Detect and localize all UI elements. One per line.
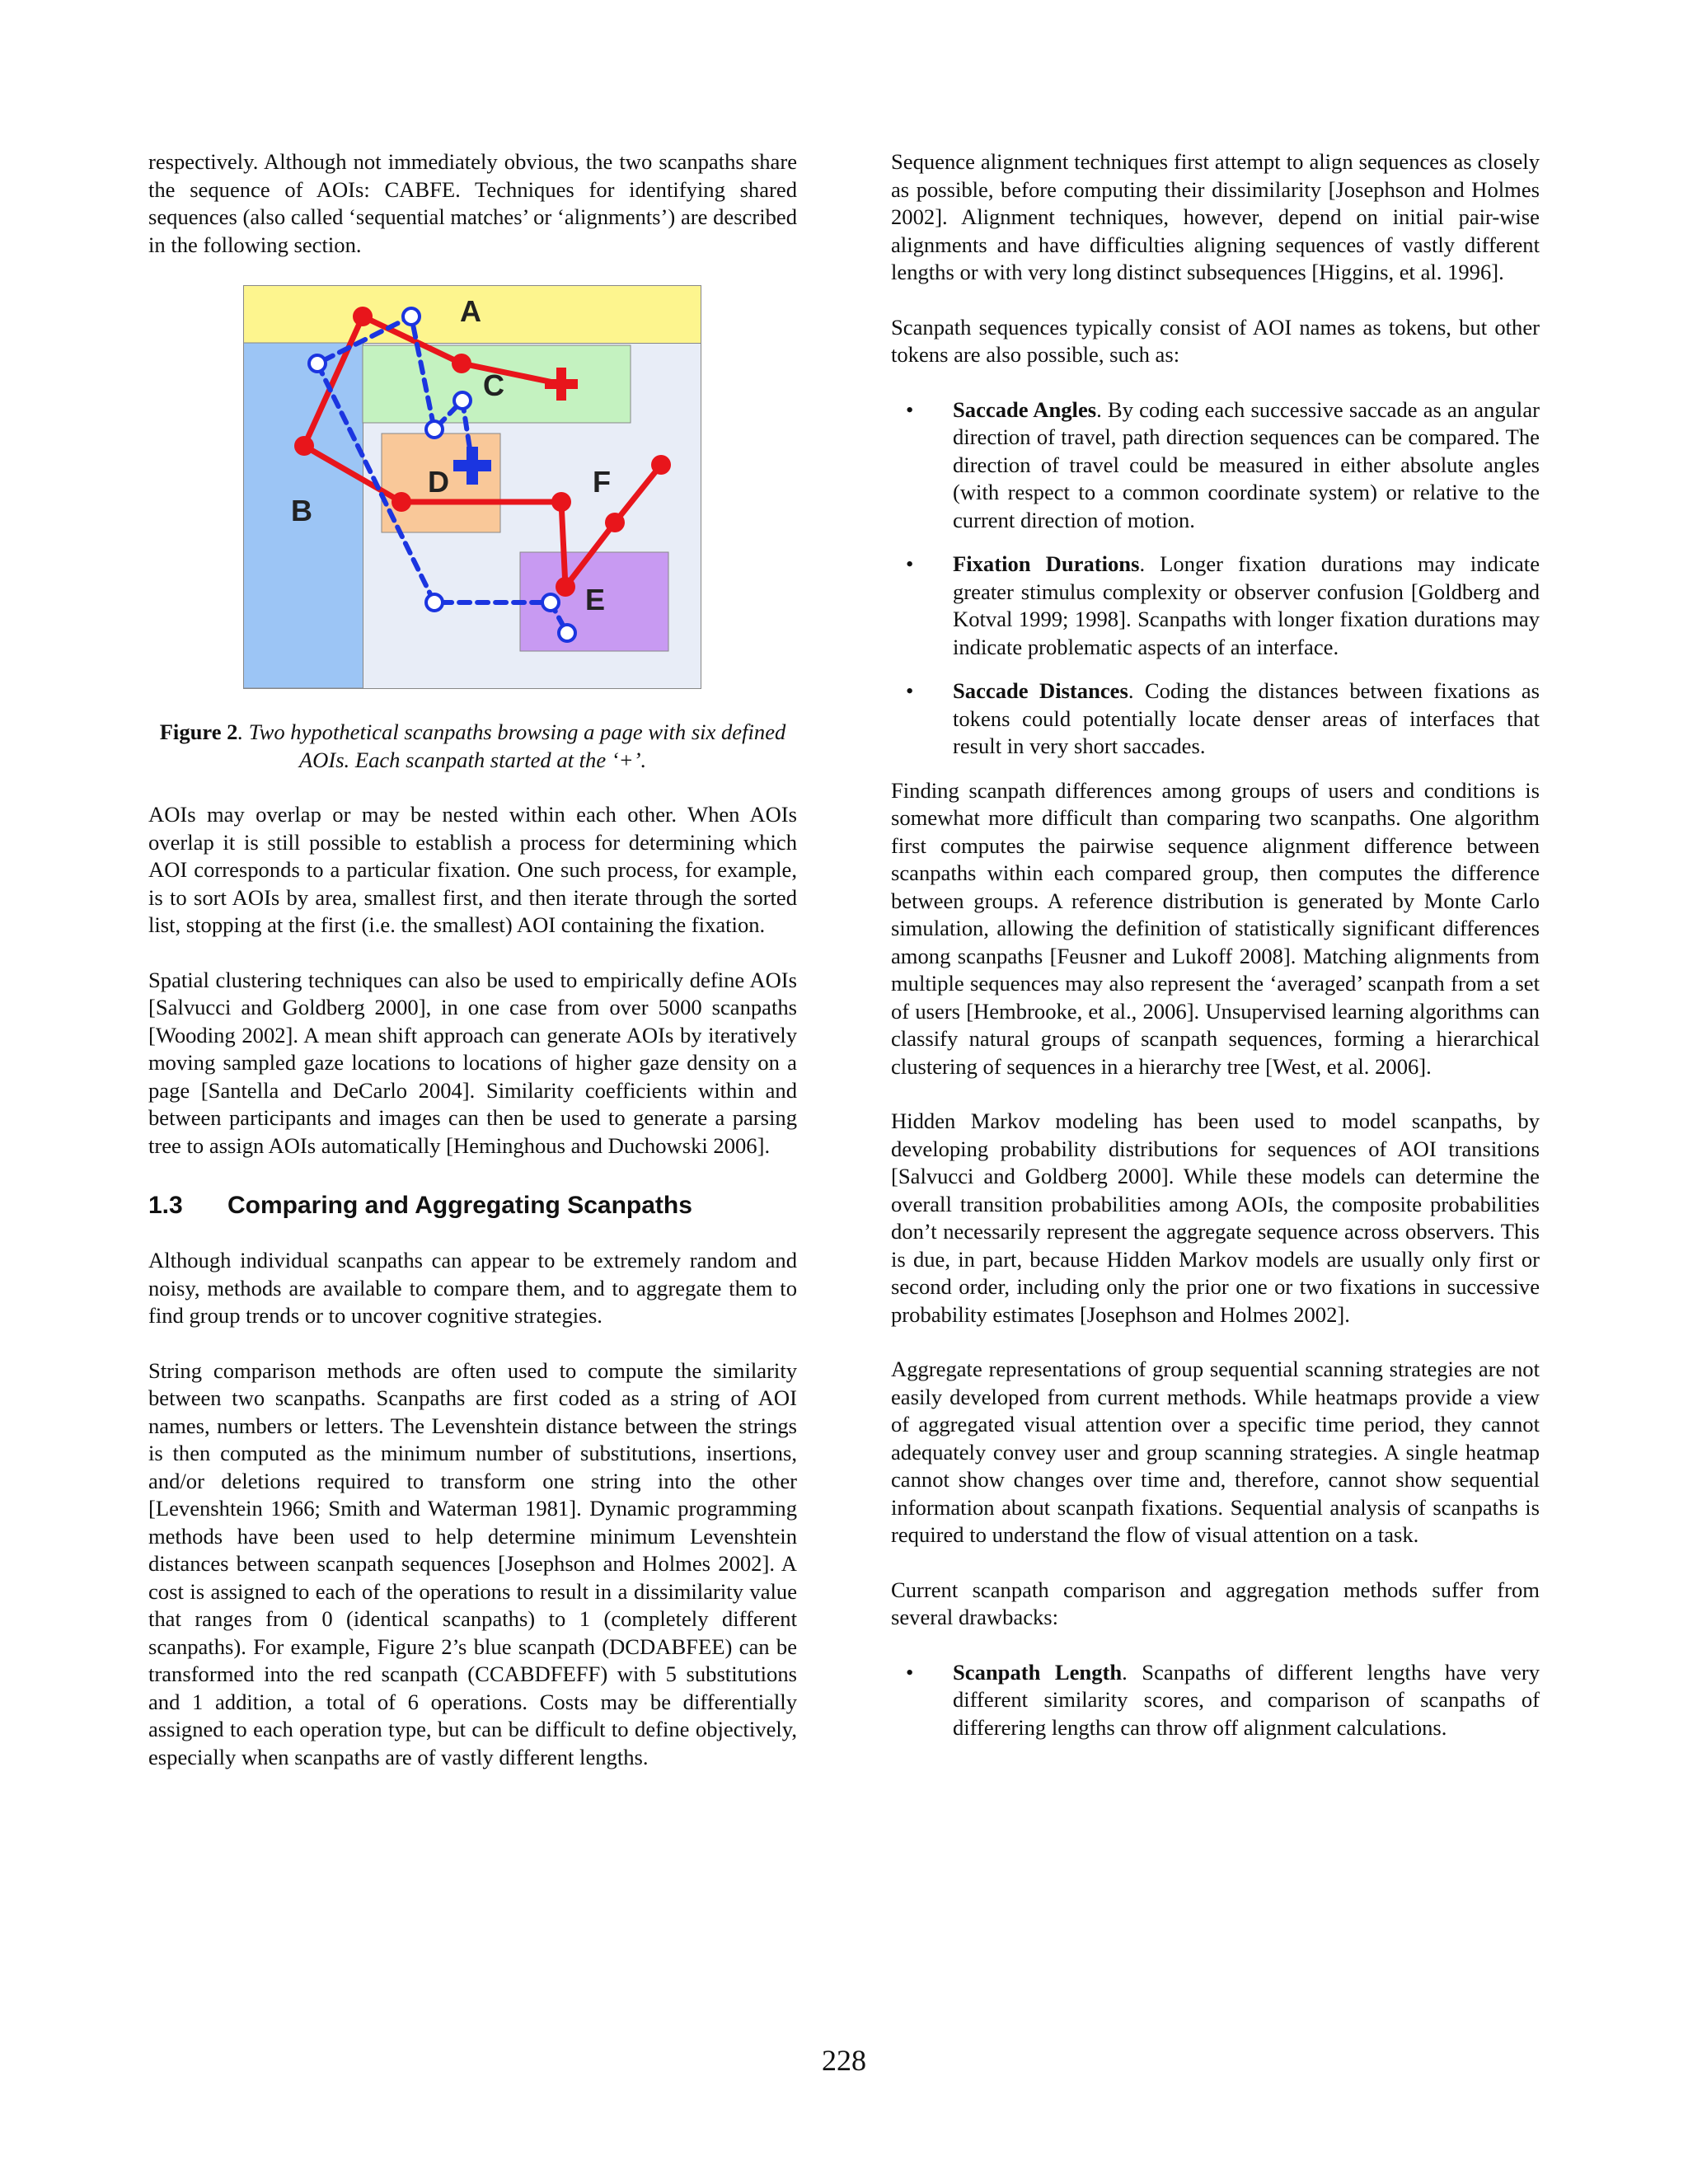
- paragraph: Sequence alignment techniques first attempt to align sequences as closely as possible, before computing their dissimilarity [Josephson and Holmes 2002]. Alignment techniques, however, depend on initial pair-wise alignments and have difficulties aligning sequences of vastly different lengths or with very long distinct subsequences [Higgins, et al. 1996].: [891, 149, 1540, 284]
- bullet-text: . Longer fixation durations may indicate greater stimulus complexity or observer confusion [Goldberg and Kotval 1999; 1998]. Scanpaths with longer fixation durations may indicate problematic aspects of an interface.: [953, 551, 1540, 659]
- red-fixation: [452, 354, 471, 373]
- scanpath-diagram: [243, 285, 701, 689]
- paragraph: String comparison methods are often used to compute the similarity between two scanpaths. Scanpaths are first coded as a string of AOI names, numbers or letters. The Levenshtein distance between the strings is then computed as the minimum number of substitutions, insertions, and/or deletions required to transform one string into the other [Levenshtein 1966; Smith and Waterman 1981]. Dynamic programming methods have been used to help determine minimum Levenshtein distances between scanpath sequences [Josephson and Holmes 2002]. A cost is assigned to each of the operations to result in a dissimilarity value that ranges from 0 (identical scanpaths) to 1 (completely different scanpaths). For example, Figure 2’s blue scanpath (DCDABFEE) can be transformed into the red scanpath (CCABDFEFF) with 5 substitutions and 1 addition, a total of 6 operations. Costs may be differentially assigned to each operation type, but can be difficult to define objectively, especially when scanpaths are of vastly different lengths.: [148, 1357, 797, 1769]
- red-fixation: [392, 492, 411, 512]
- left-column: [148, 148, 797, 1771]
- paragraph: Finding scanpath differences among groups of users and conditions is somewhat more difficult than comparing two scanpaths. One algorithm first computes the pairwise sequence alignment difference between scanpaths within each compared group, then computes the difference between groups. A reference distribution is generated by Monte Carlo simulation, allowing the definition of statistically significant differences among scanpaths [Feusner and Lukoff 2008]. Matching alignments from multiple sequences may also represent the ‘averaged’ scanpath from a set of users [Hembrooke, et al., 2006]. Unsupervised learning algorithms can classify natural groups of scanpath sequences, forming a hierarchical clustering of sequences in a hierarchy tree [West, et al. 2006].: [891, 777, 1540, 1079]
- aoi-label-a: A: [460, 294, 481, 328]
- bullet-item: [891, 396, 1540, 535]
- caption-label: Figure 2: [159, 719, 238, 744]
- section-title: Comparing and Aggregating Scanpaths: [227, 1192, 692, 1219]
- blue-fixation: [454, 392, 471, 409]
- aoi-label-c: C: [483, 368, 504, 402]
- bullet-item: [891, 551, 1540, 661]
- paragraph: Current scanpath comparison and aggregation methods suffer from several drawbacks:: [891, 1577, 1540, 1629]
- aoi-label-d: D: [428, 465, 449, 499]
- blue-fixation: [559, 625, 575, 641]
- figure-caption: [148, 719, 797, 774]
- paragraph: Hidden Markov modeling has been used to model scanpaths, by developing probability distributions for sequences of AOI transitions [Salvucci and Goldberg 2000]. While these models can determine the overall transition probabilities among AOIs, the composite probabilities don’t necessarily represent the aggregate sequence across observers. This is due, in part, because Hidden Markov models are usually only first or second order, including only the prior one or two fixations in successive probability estimates [Josephson and Holmes 2002].: [891, 1108, 1540, 1327]
- right-column: [891, 148, 1540, 1741]
- blue-fixation: [403, 308, 420, 325]
- drawback-bullet-list: [891, 1659, 1540, 1742]
- paragraph: Spatial clustering techniques can also be used to empirically define AOIs [Salvucci and Goldberg 2000], in one case from over 5000 scanpaths [Wooding 2002]. A mean shift approach can generate AOIs by iteratively moving sampled gaze locations to locations of higher gaze density on a page [Santella and DeCarlo 2004]. Similarity coefficients within and between participants and images can then be used to generate a parsing tree to assign AOIs automatically [Heminghous and Duchowski 2006].: [148, 967, 797, 1158]
- caption-text: . Two hypothetical scanpaths browsing a page with six defined AOIs. Each scanpath started at the ‘+’.: [237, 719, 786, 772]
- paragraph: Although individual scanpaths can appear to be extremely random and noisy, methods are available to compare them, and to aggregate them to find group trends or to uncover cognitive strategies.: [148, 1248, 797, 1328]
- paragraph: Scanpath sequences typically consist of AOI names as tokens, but other tokens are also possible, such as:: [891, 314, 1540, 367]
- bullet-term: Fixation Durations: [953, 551, 1140, 576]
- bullet-item: [891, 1659, 1540, 1742]
- bullet-term: Scanpath Length: [953, 1659, 1123, 1685]
- section-number: 1.3: [148, 1192, 183, 1219]
- bullet-text: . Scanpaths of different lengths have very different similarity scores, and comparison of scanpaths of differering lengths can throw off alignment calculations.: [953, 1659, 1540, 1740]
- red-fixation: [294, 436, 314, 456]
- section-heading: [148, 1191, 797, 1221]
- bullet-text: . Coding the distances between fixations as tokens could potentially locate denser areas of interfaces that result in very short saccades.: [953, 678, 1540, 758]
- aoi-label-f: F: [593, 465, 611, 499]
- blue-fixation: [426, 421, 443, 438]
- red-fixation: [651, 455, 671, 475]
- paragraph: AOIs may overlap or may be nested within each other. When AOIs overlap it is still possible to establish a process for determining which AOI corresponds to a particular fixation. One such process, for example, is to sort AOIs by area, smallest first, and then iterate through the sorted list, stopping at the first (i.e. the smallest) AOI containing the fixation.: [148, 802, 797, 937]
- blue-fixation: [542, 594, 559, 611]
- bullet-term: Saccade Distances: [953, 678, 1128, 703]
- bullet-term: Saccade Angles: [953, 396, 1097, 422]
- aoi-label-b: B: [291, 494, 312, 527]
- token-bullet-list: [891, 396, 1540, 761]
- red-fixation: [605, 513, 625, 532]
- paragraph: Aggregate representations of group sequential scanning strategies are not easily developed from current methods. While heatmaps provide a view of aggregated visual attention over a specific time period, they cannot adequately convey user and group scanning strategies. A single heatmap cannot show changes over time and, therefore, cannot show sequential information about scanpath fixations. Sequential analysis of scanpaths is required to understand the flow of visual attention on a task.: [891, 1357, 1540, 1547]
- paragraph: respectively. Although not immediately obvious, the two scanpaths share the sequence of AOIs: CABFE. Techniques for identifying shared sequences (also called ‘sequential matches’ or ‘alignments’) are described in the following section.: [148, 149, 797, 257]
- figure-2: [148, 285, 797, 774]
- bullet-text: . By coding each successive saccade as an angular direction of travel, path direction sequences can be compared. The direction of travel could be measured in either absolute angles (with respect to a common coordinate system) or relative to the current direction of motion.: [953, 396, 1540, 532]
- red-fixation: [353, 307, 373, 326]
- bullet-item: [891, 677, 1540, 761]
- red-fixation: [551, 492, 571, 512]
- aoi-label-e: E: [585, 583, 606, 616]
- blue-fixation: [309, 355, 326, 372]
- red-fixation: [556, 577, 575, 597]
- page-number: 228: [822, 2044, 866, 2077]
- blue-fixation: [426, 594, 443, 611]
